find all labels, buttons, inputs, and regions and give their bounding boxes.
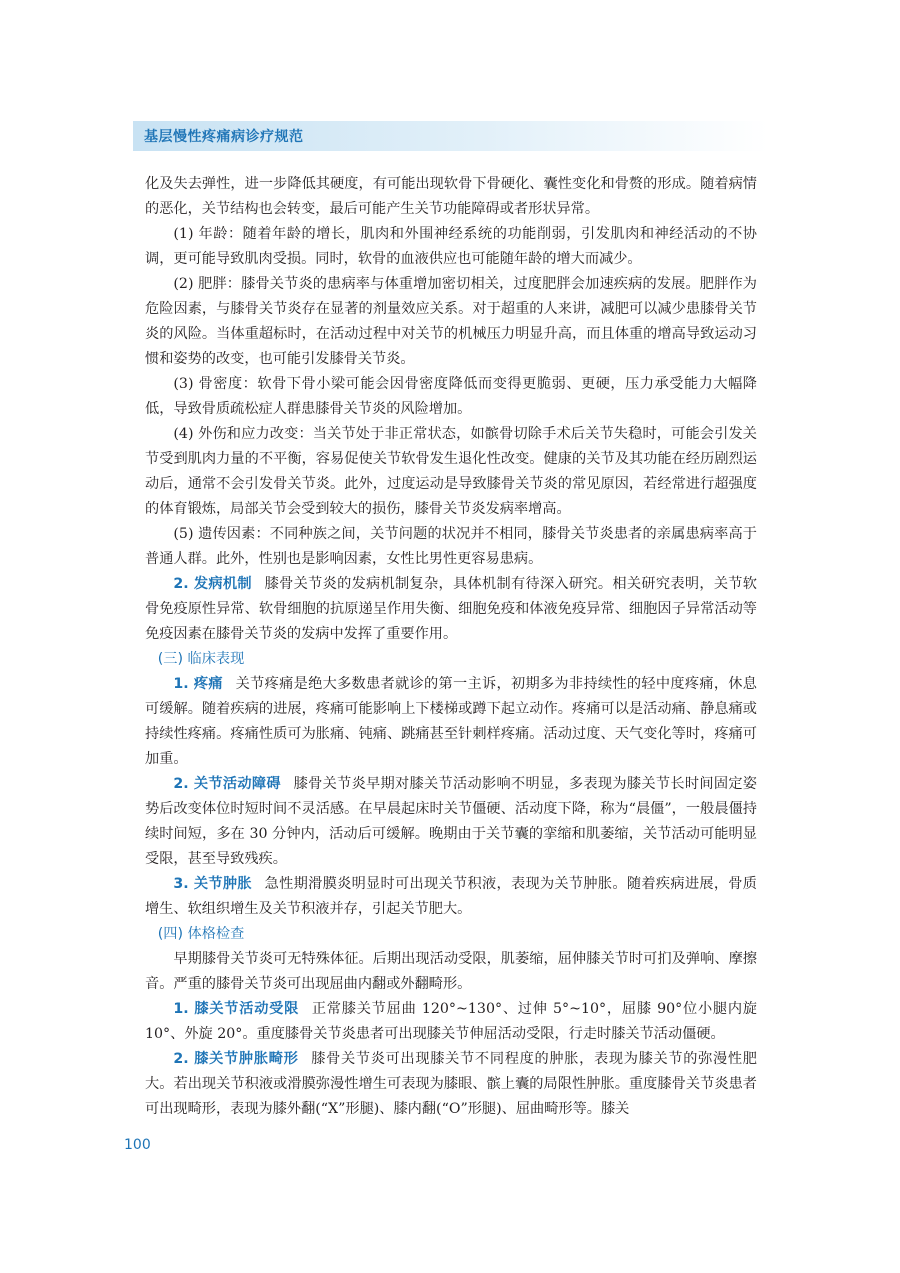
paragraph: 化及失去弹性，进一步降低其硬度，有可能出现软骨下骨硬化、囊性变化和骨赘的形成。随着病情的恶化，关节结构也会转变，最后可能产生关节功能障碍或者形状异常。 (145, 176, 757, 217)
paragraph: 早期膝骨关节炎可无特殊体征。后期出现活动受限，肌萎缩，屈伸膝关节时可扪及弹响、摩擦音。严重的膝骨关节炎可出现屈曲内翻或外翻畸形。 (145, 951, 757, 992)
paragraph: (5) 遗传因素：不同种族之间，关节问题的状况并不相同，膝骨关节炎患者的亲属患病率高于普通人群。此外，性别也是影响因素，女性比男性更容易患病。 (145, 526, 757, 567)
paragraph-text: 关节疼痛是绝大多数患者就诊的第一主诉，初期多为非持续性的轻中度疼痛，休息可缓解。随着疾病的进展，疼痛可能影响上下楼梯或蹲下起立动作。疼痛可以是活动痛、静息痛或持续性疼痛。疼痛性质可为胀痛、钝痛、跳痛甚至针刺样疼痛。活动过度、天气变化等时，疼痛可加重。 (145, 676, 757, 767)
page-number: 100 (124, 1137, 151, 1153)
subheading-pathogenesis: 2. 发病机制 (173, 576, 252, 592)
subheading-swelling: 3. 关节肿胀 (173, 876, 252, 892)
page-body (145, 172, 757, 1122)
subheading-limited-motion: 1. 膝关节活动受限 (173, 1001, 300, 1017)
subheading-swelling-deformity: 2. 膝关节肿胀畸形 (173, 1051, 299, 1067)
paragraph-text: 膝骨关节炎早期对膝关节活动影响不明显，多表现为膝关节长时间固定姿势后改变体位时短时间不灵活感。在早晨起床时关节僵硬、活动度下降，称为“晨僵”，一般晨僵持续时间短，多在 30 分钟内，活动后可缓解。晚期由于关节囊的挛缩和肌萎缩，关节活动可能明显受限，甚至导致残疾。 (145, 776, 757, 867)
paragraph (145, 1047, 757, 1122)
running-header-title: 基层慢性疼痛病诊疗规范 (144, 129, 304, 145)
section-heading-exam: (四) 体格检查 (157, 926, 245, 942)
paragraph (145, 997, 757, 1047)
paragraph (145, 872, 757, 922)
paragraph (145, 772, 757, 872)
paragraph-text: 急性期滑膜炎明显时可出现关节积液，表现为关节肿胀。随着疾病进展，骨质增生、软组织增生及关节积液并存，引起关节肥大。 (145, 876, 757, 917)
paragraph (145, 572, 757, 647)
paragraph-text: 膝骨关节炎的发病机制复杂，具体机制有待深入研究。相关研究表明，关节软骨免疫原性异常、软骨细胞的抗原递呈作用失衡、细胞免疫和体液免疫异常、细胞因子异常活动等免疫因素在膝骨关节炎的发病中发挥了重要作用。 (145, 576, 757, 642)
paragraph-text: 膝骨关节炎可出现膝关节不同程度的肿胀，表现为膝关节的弥漫性肥大。若出现关节积液或滑膜弥漫性增生可表现为膝眼、髌上囊的局限性肿胀。重度膝骨关节炎患者可出现畸形，表现为膝外翻(“X”形腿)、膝内翻(“O”形腿)、屈曲畸形等。膝关 (145, 1051, 757, 1117)
paragraph: (2) 肥胖：膝骨关节炎的患病率与体重增加密切相关，过度肥胖会加速疾病的发展。肥胖作为危险因素，与膝骨关节炎存在显著的剂量效应关系。对于超重的人来讲，减肥可以减少患膝骨关节炎的风险。当体重超标时，在活动过程中对关节的机械压力明显升高，而且体重的增高导致运动习惯和姿势的改变，也可能引发膝骨关节炎。 (145, 276, 757, 367)
subheading-pain: 1. 疼痛 (173, 676, 223, 692)
subheading-mobility: 2. 关节活动障碍 (173, 776, 281, 792)
paragraph: (1) 年龄：随着年龄的增长，肌肉和外围神经系统的功能削弱，引发肌肉和神经活动的不协调，更可能导致肌肉受损。同时，软骨的血液供应也可能随年龄的增大而减少。 (145, 226, 757, 267)
section-heading-clinical: (三) 临床表现 (157, 651, 245, 667)
paragraph: (3) 骨密度：软骨下骨小梁可能会因骨密度降低而变得更脆弱、更硬，压力承受能力大幅降低，导致骨质疏松症人群患膝骨关节炎的风险增加。 (145, 376, 757, 417)
paragraph (145, 672, 757, 772)
paragraph-text: 正常膝关节屈曲 120°~130°、过伸 5°~10°，屈膝 90°位小腿内旋 10°、外旋 20°。重度膝骨关节炎患者可出现膝关节伸屈活动受限，行走时膝关节活动僵硬。 (145, 1001, 757, 1042)
paragraph: (4) 外伤和应力改变：当关节处于非正常状态，如髌骨切除手术后关节失稳时，可能会引发关节受到肌肉力量的不平衡，容易促使关节软骨发生退化性改变。健康的关节及其功能在经历剧烈运动后，通常不会引发骨关节炎。此外，过度运动是导致膝骨关节炎的常见原因，若经常进行超强度的体育锻炼，局部关节会受到较大的损伤，膝骨关节炎发病率增高。 (145, 426, 757, 517)
